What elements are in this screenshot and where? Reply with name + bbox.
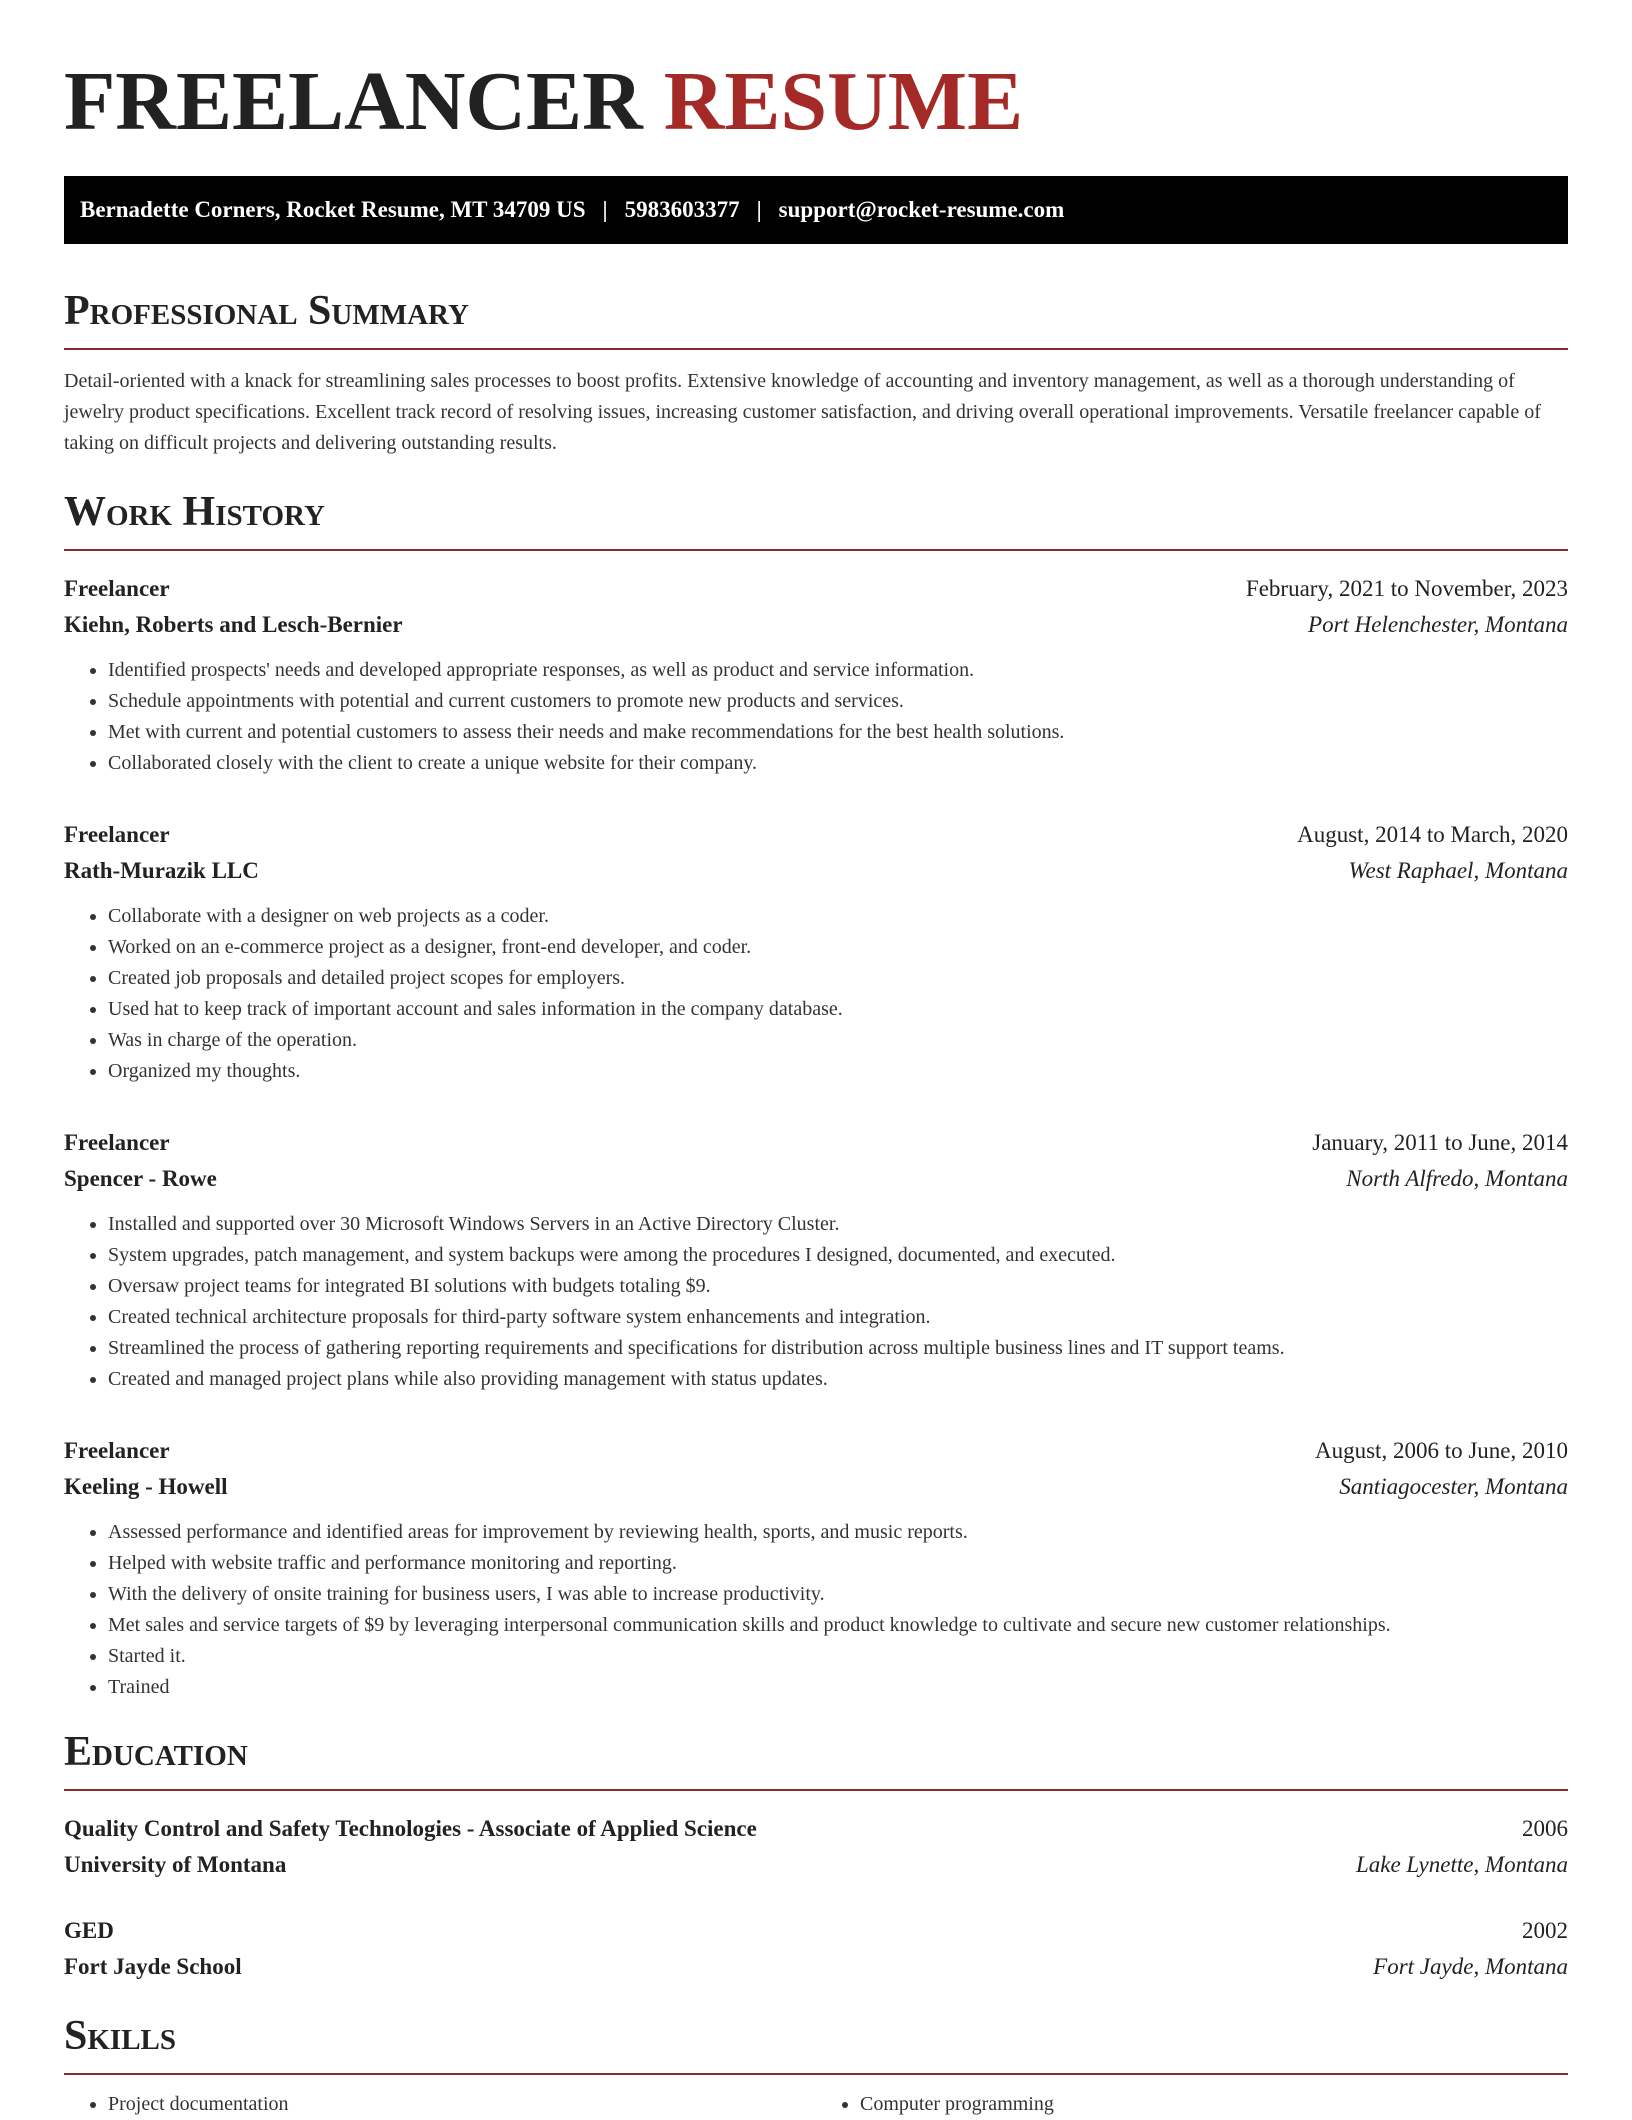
skills-section: [64, 2011, 1568, 2120]
education-location: Lake Lynette, Montana: [1355, 1852, 1568, 1877]
job-header-row: [64, 1125, 1568, 1161]
list-item: • Assessed performance and identified areas for improvement by reviewing health, sports, and music reports.: [108, 1517, 1568, 1548]
job-location: Santiagocester, Montana: [1339, 1474, 1568, 1499]
job-company: Keeling - Howell: [64, 1474, 228, 1499]
job-bullets: [64, 901, 1568, 1087]
list-item: • Organized my thoughts.: [108, 1056, 1568, 1087]
list-item: • Computer programming: [860, 2089, 1568, 2120]
skills-list-left: [64, 2089, 816, 2120]
education-location: Fort Jayde, Montana: [1373, 1954, 1568, 1979]
education-degree-row: [64, 1811, 1568, 1847]
education-school-row: [64, 1847, 1568, 1883]
list-item: • Worked on an e-commerce project as a designer, front-end developer, and coder.: [108, 932, 1568, 963]
education-degree: GED: [64, 1918, 114, 1943]
summary-heading: Professional Summary: [64, 286, 1568, 350]
list-item: • Created technical architecture proposals for third-party software system enhancements and integration.: [108, 1302, 1568, 1333]
list-item: • Schedule appointments with potential and current customers to promote new products and services.: [108, 686, 1568, 717]
education-entry: [64, 1913, 1568, 1985]
list-item: • Oversaw project teams for integrated BI solutions with budgets totaling $9.: [108, 1271, 1568, 1302]
work-history-section: [64, 487, 1568, 1703]
job-title: Freelancer: [64, 576, 170, 601]
list-item: • Installed and supported over 30 Microsoft Windows Servers in an Active Directory Cluster.: [108, 1209, 1568, 1240]
contact-phone[interactable]: 5983603377: [624, 197, 740, 222]
job-company: Spencer - Rowe: [64, 1166, 217, 1191]
list-item: • System upgrades, patch management, and system backups were among the procedures I designed, documented, and executed.: [108, 1240, 1568, 1271]
contact-bar: [64, 176, 1568, 244]
job-company: Kiehn, Roberts and Lesch-Bernier: [64, 612, 403, 637]
list-item: • Trained: [108, 1672, 1568, 1703]
list-item: • Collaborate with a designer on web projects as a coder.: [108, 901, 1568, 932]
education-degree: Quality Control and Safety Technologies - Associate of Applied Science: [64, 1816, 757, 1841]
job-entry: [64, 1433, 1568, 1703]
education-school-row: [64, 1949, 1568, 1985]
job-location: North Alfredo, Montana: [1346, 1166, 1568, 1191]
contact-address: Bernadette Corners, Rocket Resume, MT 34709 US: [80, 197, 586, 222]
job-company-row: [64, 1469, 1568, 1505]
work-history-heading: Work History: [64, 487, 1568, 551]
job-bullets: [64, 1517, 1568, 1703]
job-bullets: [64, 655, 1568, 779]
job-company: Rath-Murazik LLC: [64, 858, 259, 883]
education-section: [64, 1727, 1568, 1985]
skills-heading: Skills: [64, 2011, 1568, 2075]
list-item: • Met sales and service targets of $9 by leveraging interpersonal communication skills and product knowledge to cultivate and secure new customer relationships.: [108, 1610, 1568, 1641]
job-title: Freelancer: [64, 822, 170, 847]
list-item: • Project documentation: [108, 2089, 816, 2120]
education-degree-row: [64, 1913, 1568, 1949]
education-school: University of Montana: [64, 1852, 287, 1877]
education-year: 2006: [1522, 1816, 1568, 1841]
job-title: Freelancer: [64, 1438, 170, 1463]
job-header-row: [64, 817, 1568, 853]
skills-list-right: [816, 2089, 1568, 2120]
education-heading: Education: [64, 1727, 1568, 1791]
list-item: • Was in charge of the operation.: [108, 1025, 1568, 1056]
list-item: • Identified prospects' needs and developed appropriate responses, as well as product and service information.: [108, 655, 1568, 686]
job-company-row: [64, 607, 1568, 643]
list-item: • Used hat to keep track of important account and sales information in the company database.: [108, 994, 1568, 1025]
list-item: • Streamlined the process of gathering reporting requirements and specifications for distribution across multiple business lines and IT support teams.: [108, 1333, 1568, 1364]
job-dates: August, 2006 to June, 2010: [1315, 1438, 1568, 1463]
list-item: • With the delivery of onsite training for business users, I was able to increase productivity.: [108, 1579, 1568, 1610]
job-dates: January, 2011 to June, 2014: [1312, 1130, 1568, 1155]
education-school: Fort Jayde School: [64, 1954, 242, 1979]
summary-section: [64, 286, 1568, 459]
job-header-row: [64, 1433, 1568, 1469]
education-entry: [64, 1811, 1568, 1883]
job-company-row: [64, 853, 1568, 889]
contact-separator: |: [602, 197, 608, 222]
contact-separator: |: [756, 197, 762, 222]
job-dates: February, 2021 to November, 2023: [1245, 576, 1568, 601]
job-entry: [64, 817, 1568, 1087]
job-bullets: [64, 1209, 1568, 1395]
resume-title: [64, 52, 1568, 152]
job-dates: August, 2014 to March, 2020: [1297, 822, 1568, 847]
education-year: 2002: [1522, 1918, 1568, 1943]
summary-text: Detail-oriented with a knack for streamlining sales processes to boost profits. Extensive knowledge of accounting and inventory management, as well as a thorough understanding of jewelry product specifications. Excellent track record of resolving issues, increasing customer satisfaction, and driving overall operational improvements. Versatile freelancer capable of taking on difficult projects and delivering outstanding results.: [64, 370, 1541, 454]
list-item: • Started it.: [108, 1641, 1568, 1672]
list-item: • Created job proposals and detailed project scopes for employers.: [108, 963, 1568, 994]
job-title: Freelancer: [64, 1130, 170, 1155]
list-item: • Created and managed project plans while also providing management with status updates.: [108, 1364, 1568, 1395]
job-location: Port Helenchester, Montana: [1308, 612, 1568, 637]
title-main: FREELANCER: [64, 55, 643, 148]
job-entry: [64, 571, 1568, 779]
skills-grid: [64, 2089, 1568, 2120]
list-item: • Collaborated closely with the client to create a unique website for their company.: [108, 748, 1568, 779]
contact-email[interactable]: support@rocket-resume.com: [778, 197, 1065, 222]
list-item: • Met with current and potential customers to assess their needs and make recommendations for the best health solutions.: [108, 717, 1568, 748]
list-item: • Helped with website traffic and performance monitoring and reporting.: [108, 1548, 1568, 1579]
title-accent: RESUME: [663, 55, 1024, 148]
job-location: West Raphael, Montana: [1348, 858, 1568, 883]
job-entry: [64, 1125, 1568, 1395]
job-header-row: [64, 571, 1568, 607]
job-company-row: [64, 1161, 1568, 1197]
